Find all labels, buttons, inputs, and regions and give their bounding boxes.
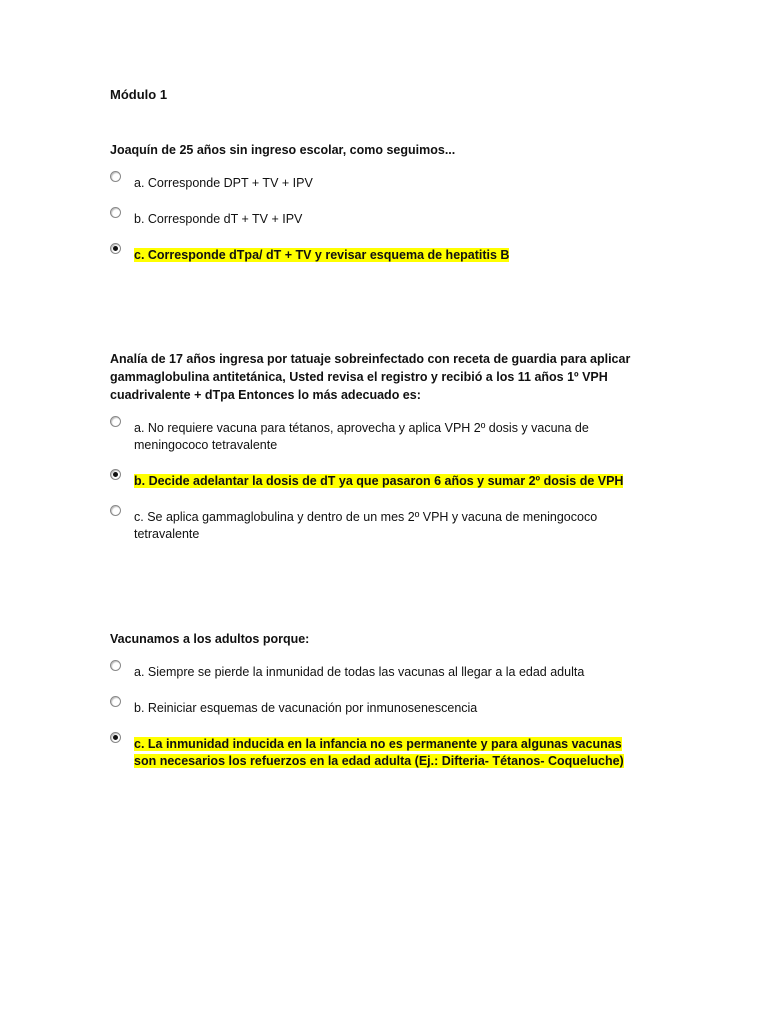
question-2: [110, 350, 650, 558]
option-1c[interactable]: [110, 243, 650, 264]
option-3c[interactable]: [110, 732, 650, 770]
question-1: [110, 141, 650, 279]
option-label: b. Reiniciar esquemas de vacunación por inmunosenescencia: [134, 701, 478, 715]
question-text: Joaquín de 25 años sin ingreso escolar, como seguimos...: [110, 143, 456, 157]
radio-button-selected[interactable]: [110, 469, 121, 480]
radio-button[interactable]: [110, 416, 121, 427]
highlighted-answer: b. Decide adelantar la dosis de dT ya que pasaron 6 años y sumar 2º dosis de VPH: [134, 474, 624, 488]
option-1a[interactable]: [110, 171, 650, 192]
radio-button[interactable]: [110, 171, 121, 182]
option-2b[interactable]: [110, 469, 650, 490]
option-label: [134, 247, 509, 264]
option-label: [134, 736, 634, 770]
radio-button-selected[interactable]: [110, 732, 121, 743]
option-3b[interactable]: [110, 696, 650, 717]
question-text: Vacunamos a los adultos porque:: [110, 632, 310, 646]
option-2c[interactable]: [110, 505, 650, 543]
option-1b[interactable]: [110, 207, 650, 228]
radio-button[interactable]: [110, 505, 121, 516]
radio-button[interactable]: [110, 207, 121, 218]
radio-button[interactable]: [110, 696, 121, 707]
highlighted-answer: c. La inmunidad inducida en la infancia no es permanente y para algunas vacunas son necesarios los refuerzos en la edad adulta (Ej.: Difteria- Tétanos- Coqueluche): [134, 737, 624, 768]
question-text: Analía de 17 años ingresa por tatuaje sobreinfectado con receta de guardia para aplicar gammaglobulina antitetánica, Usted revisa el registro y recibió a los 11 años 1º VPH cuadrivalente + dTpa Entonces lo más adecuado es:: [110, 352, 631, 402]
radio-button[interactable]: [110, 660, 121, 671]
module-title: Módulo 1: [110, 87, 168, 102]
highlighted-answer: c. Corresponde dTpa/ dT + TV y revisar esquema de hepatitis B: [134, 248, 510, 262]
radio-button-selected[interactable]: [110, 243, 121, 254]
option-3a[interactable]: [110, 660, 650, 681]
option-label: [134, 473, 623, 490]
option-label: c. Se aplica gammaglobulina y dentro de un mes 2º VPH y vacuna de meningococo tetravalente: [134, 510, 598, 541]
question-3: [110, 630, 650, 785]
option-label: b. Corresponde dT + TV + IPV: [134, 212, 303, 226]
option-label: a. Corresponde DPT + TV + IPV: [134, 176, 313, 190]
option-label: a. Siempre se pierde la inmunidad de todas las vacunas al llegar a la edad adulta: [134, 665, 585, 679]
option-label: a. No requiere vacuna para tétanos, aprovecha y aplica VPH 2º dosis y vacuna de meningococo tetravalente: [134, 421, 589, 452]
option-2a[interactable]: [110, 416, 650, 454]
